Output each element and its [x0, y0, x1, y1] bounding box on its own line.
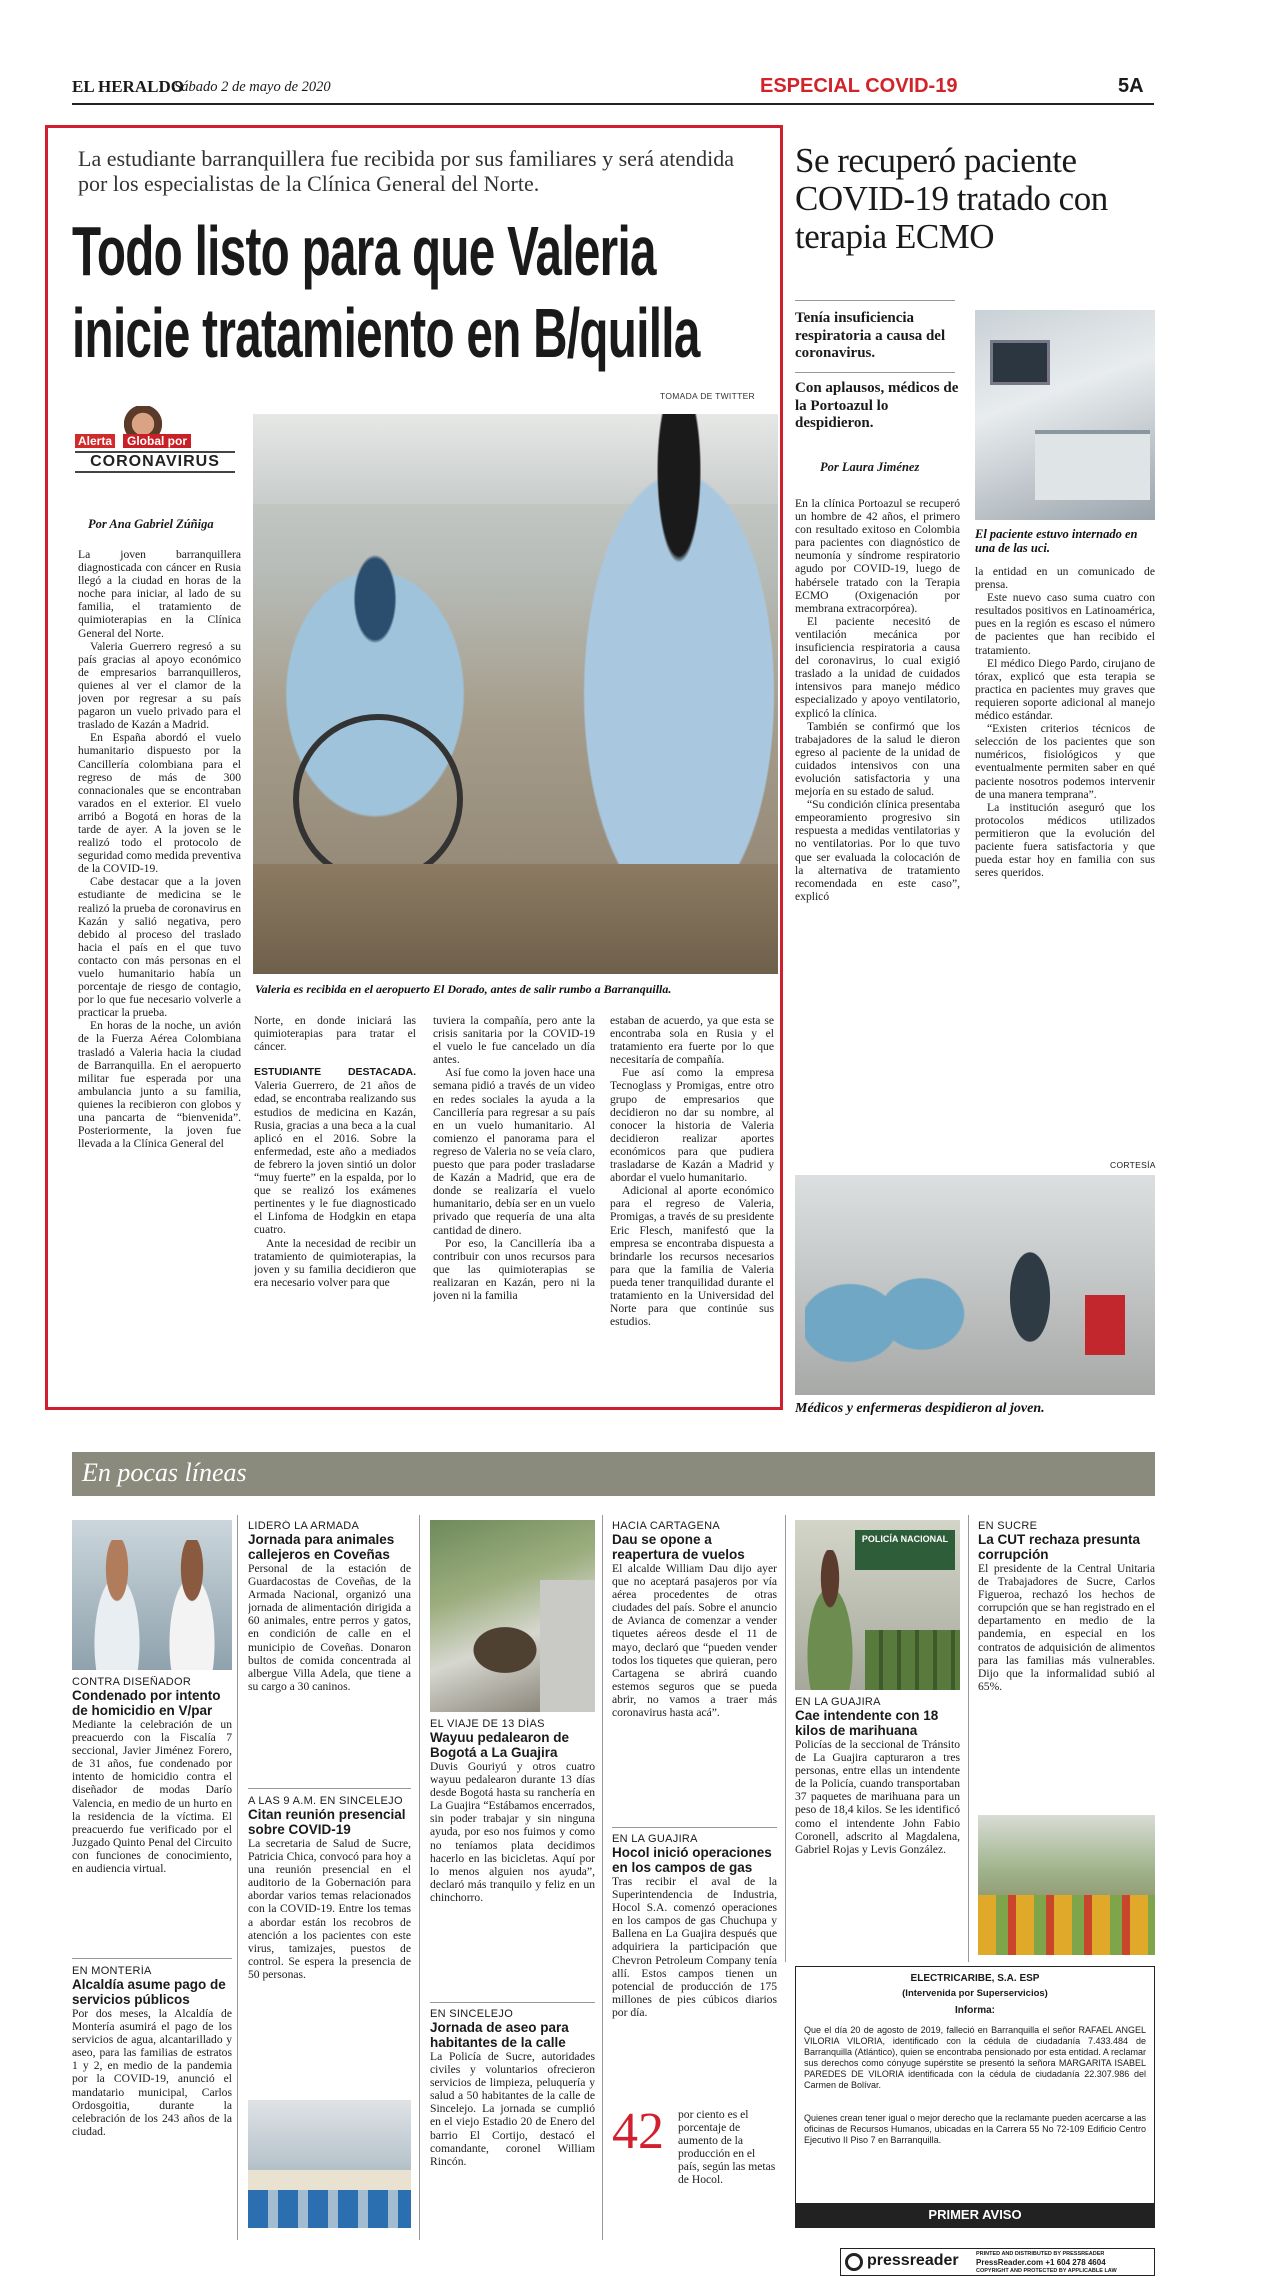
pressreader-footer: [840, 2248, 1155, 2276]
brief3-tag: LIDERÓ LA ARMADA: [248, 1520, 360, 1532]
brief6: [430, 2008, 595, 2168]
main-col-1: [78, 548, 241, 1403]
brief10-tag: EN SUCRE: [978, 1520, 1038, 1532]
brief3-title: Jornada para animales callejeros en Coveñas: [248, 1532, 395, 1562]
red-bin: [1085, 1295, 1125, 1355]
brief2: [72, 1965, 232, 2138]
brief5-text: Duvis Gouriyú y otros cuatro wayuu pedalearon durante 13 días desde Bogotá hasta su ranchería en La Guajira “Estábamos encerrados, sin poder trabajar y sin ninguna ayuda, por eso nos fuimos y como no teníamos plata decidimos hacerlo en las bicicletas. Aquí por lo menos alguien nos ayuda”, declaró más tranquilo y feliz en un chinchorro.: [430, 1760, 595, 1904]
brief-rule-1: [72, 1958, 232, 1959]
paragraph: Valeria Guerrero regresó a su país gracias al apoyo económico de empresarios barranquilleros, quienes al ver el clamor de la joven por regresar a su país pagaron un vuelo privado para el traslado de Kazán a Madrid.: [78, 639, 241, 732]
paragraph: En España abordó el vuelo humanitario dispuesto por la Cancillería colombiana para el regreso de más de 300 connacionales que se encontraban varados en el exterior. El vuelo arribó a Bogotá en horas de la tarde de ayer. A la joven se le realizó todo el protocolo de seguridad como medida preventiva de la COVID-19.: [78, 731, 241, 876]
paragraph: Fue así como la empresa Tecnoglass y Promigas, entre otro grupo de empresarios que decidieron no dar su nombre, al conocer la historia de Valeria decidieron realizar aportes económicos para que pudiera trasladarse de Kazán a Madrid y abordar el vuelo humanitario.: [610, 1066, 774, 1185]
ecmo-deck-rule: [795, 300, 955, 301]
ecmo-deck-rule-2: [795, 372, 955, 373]
pressreader-l2: PressReader.com +1 604 278 4604: [976, 2258, 1106, 2267]
wheel: [293, 714, 463, 884]
brief10: [978, 1520, 1155, 1693]
brief-rule-2: [248, 1788, 411, 1789]
paragraph: La joven barranquillera diagnosticada con cáncer en Rusia llegó a la ciudad en horas de la noche para iniciar, al lado de su familia, el tratamiento de quimioterapias en la Clínica General del Norte.: [78, 548, 241, 640]
paragraph: Este nuevo caso suma cuatro con resultados positivos en Latinoamérica, pues en la región es escaso el número de pacientes que han recibido el tratamiento.: [975, 591, 1155, 657]
main-byline: Por Ana Gabriel Zúñiga: [88, 517, 214, 531]
doctors-photo-caption: Médicos y enfermeras despidieron al joven.: [795, 1402, 1045, 1416]
brief7: [612, 1520, 777, 1719]
brief4-photo: [248, 2100, 411, 2228]
ecmo-deck-2: Con aplausos, médicos de la Portoazul lo despidieron.: [795, 380, 959, 431]
col-rule-5: [968, 1515, 969, 1962]
detainee: [795, 1550, 865, 1690]
brief8-title: Hocol inició operaciones en los campos de gas: [612, 1845, 772, 1875]
ecmo-byline: Por Laura Jiménez: [820, 460, 920, 474]
paragraph: Por eso, la Cancillería iba a contribuir con unos recursos para que las quimioterapias se realizaran en Kazán, pero ni la joven ni la familia: [433, 1236, 595, 1302]
brief5-photo: [430, 1520, 595, 1712]
briefs-banner: [72, 1452, 1155, 1496]
paragraph: estaban de acuerdo, ya que esta se encontraba sola en Rusia y el tratamiento era fuerte por lo que necesitaría de compañía.: [610, 1014, 774, 1067]
pressreader-l3: COPYRIGHT AND PROTECTED BY APPLICABLE LAW: [976, 2268, 1117, 2274]
col-rule-3: [602, 1515, 603, 2240]
paragraph: En horas de la noche, un avión de la Fuerza Aérea Colombiana trasladó a Valeria hacia la ciudad de Barranquilla. En el aeropuerto militar fue esperada por una ambulancia junto a su familia, quienes la recibieron con globos y una pancarta de “bienvenida”. Posteriormente, la joven fue llevada a la Clínica General del: [78, 1019, 241, 1151]
col-rule-4: [785, 1515, 786, 1962]
brief9-photo: [795, 1520, 960, 1690]
main-col-2: [254, 1014, 416, 1404]
stat-number: 42: [612, 2108, 664, 2160]
masthead: [72, 74, 1152, 102]
blue-chairs: [248, 2190, 411, 2228]
ecmo-deck-1: Tenía insuficiencia respiratoria a causa del coronavirus.: [795, 310, 946, 361]
alerta-global-badge: [75, 406, 235, 486]
paper-name: EL HERALDO: [72, 77, 184, 96]
paragraph: El médico Diego Pardo, cirujano de tórax, explicó que esta terapia se practica en pacientes muy graves que requieren soporte adicional al manejo médico estándar.: [975, 656, 1155, 723]
brief5-tag: EL VIAJE DE 13 DÍAS: [430, 1718, 545, 1730]
brief7-tag: HACIA CARTAGENA: [612, 1520, 721, 1532]
notice-p1: Que el día 20 de agosto de 2019, falleció en Barranquilla el señor RAFAEL ANGEL VILORIA VILORIA, identificado con la cédula de ciudadanía 7.433.484 de Barranquilla (Atlántico), quien se encontraba pensionado por esta entidad. A reclamar sus derechos como cónyuge supérstite se presentó la señora MARGARITA ISABEL PAREDES DE VILORIA identificada con la cédula de ciudadanía 22.307.986 del Carmen de Bolívar.: [804, 2025, 1146, 2090]
doctors-farewell-photo: [795, 1175, 1155, 1395]
main-col-4: [610, 1014, 774, 1404]
market-produce: [978, 1895, 1155, 1955]
paragraph: Ante la necesidad de recibir un tratamiento de quimioterapias, la joven y su familia decidieron que era necesario volver para que: [254, 1236, 416, 1289]
main-headline-line1: Todo listo para que Valeria: [72, 212, 656, 290]
icu-monitor: [990, 340, 1050, 385]
icu-photo-caption: El paciente estuvo internado en una de las uci.: [975, 527, 1138, 555]
pressreader-logo-icon: [845, 2253, 863, 2271]
paragraph: El paciente necesitó de ventilación mecánica por insuficiencia respiratoria a causa del coronavirus, lo cual exigió traslado a la unidad de cuidados intensivos para manejo médico especializado y apoyo ventilatorio, explicó la clínica.: [795, 614, 960, 720]
brief2-tag: EN MONTERÍA: [72, 1965, 152, 1977]
main-headline-line2: inicie tratamiento en B/quilla: [72, 294, 700, 372]
brief1-text: Mediante la celebración de un preacuerdo con la Fiscalía 7 seccional, Javier Jiménez Forero, de 31 años, fue condenado por intento de homicidio contra el diseñador de modas Darío Valencia, en medio de un hurto en la residencia de la víctima. El preacuerdo fue verificado por el Juzgado Quinto Penal del Circuito con funciones de conocimiento, en audiencia virtual.: [72, 1718, 232, 1876]
man-right: [157, 1540, 227, 1670]
notice-p2: Quienes crean tener igual o mejor derecho que la reclamante pueden acercarse a las oficinas de Recursos Humanos, ubicadas en la Carrera 55 No 72-109 Edificio Centro Ejecutivo II Piso 7 en Barranquilla.: [804, 2113, 1146, 2145]
paragraph: En la clínica Portoazul se recuperó un hombre de 42 años, el primero con resultado exitoso en Colombia para pacientes con diagnóstico de neumonía y síndrome respiratorio agudo por COVID-19, luego de habérsele tratado con la Terapia ECMO (Oxigenación por membrana extracorpórea).: [795, 497, 960, 615]
road: [540, 1580, 595, 1712]
brief4-tag: A LAS 9 A.M. EN SINCELEJO: [248, 1795, 403, 1807]
pressreader-l1: PRINTED AND DISTRIBUTED BY PRESSREADER: [976, 2251, 1105, 2257]
brief7-title: Dau se opone a reapertura de vuelos: [612, 1532, 745, 1562]
notice-footer: PRIMER AVISO: [796, 2203, 1154, 2227]
brief10-text: El presidente de la Central Unitaria de Trabajadores de Sucre, Carlos Figueroa, rechazó los hechos de corrupción que se han registrado en el departamento en medio de la pandemia, en especial en los contratos de adquisición de alimentos para las familias más vulnerables. Dijo que la informalidad subió al 65%.: [978, 1562, 1155, 1693]
floor: [253, 864, 778, 974]
icu-photo: [975, 310, 1155, 520]
paragraph: Así fue como la joven hace una semana pidió a través de un video en redes sociales la ayuda a la Cancillería para regresar a su país en un vuelo humanitario. Al comienzo el panorama para el regreso de Valeria no se veía claro, puesto que para poder trasladarse de Kazán a Madrid, que era de donde se realizaría el vuelo humanitario, debía ser en un vuelo privado que requería de una alta cantidad de dinero.: [433, 1066, 595, 1237]
valeria-airport-photo: [253, 414, 778, 974]
patient-wheelchair: [995, 1245, 1065, 1375]
evidence: [865, 1630, 960, 1690]
meeting-table: [248, 2170, 411, 2190]
brief-rule-3: [430, 2002, 595, 2003]
brief9: [795, 1696, 960, 1856]
main-col2-p1: Norte, en donde iniciará las quimioterapias para tratar el cáncer.: [254, 1014, 416, 1054]
badge-coronavirus: CORONAVIRUS: [75, 451, 235, 473]
paragraph: tuviera la compañía, pero ante la crisis sanitaria por la COVID-19 el vuelo le fue cancelado un día antes.: [433, 1014, 595, 1067]
brief6-text: La Policía de Sucre, autoridades civiles y voluntarios ofrecieron servicios de limpieza, peluquería y salud a 50 habitantes de la calle de Sincelejo. La jornada se cumplió en el viejo Estadio 20 de Enero del barrio El Cortijo, destacó el comandante, coronel William Rincón.: [430, 2050, 595, 2168]
briefs-banner-title: En pocas líneas: [82, 1458, 247, 1487]
brief4-text: La secretaria de Salud de Sucre, Patricia Chica, convocó para hoy a una reunión presencial en el auditorio de la Gobernación para abordar varios temas relacionados con la COVID-19. Entre los temas a abordar están los recobros de atención a los pacientes con este virus, tamizajes, puestos de control. Se espera la presencia de 50 personas.: [248, 1837, 411, 1981]
paragraph: También se confirmó que los trabajadores de la salud le dieron egreso al paciente de la unidad de cuidados intensivos con una evolución satisfactoria y una mejoría en su estado de salud.: [795, 719, 960, 799]
brief8-tag: EN LA GUAJIRA: [612, 1833, 698, 1845]
main-headline: [72, 212, 780, 387]
paragraph: La institución aseguró que los protocolos médicos utilizados permitieron que la evolución del paciente fuera satisfactoria y que pueda estar hoy en familia con sus seres queridos.: [975, 800, 1155, 880]
page-number: 5A: [1118, 75, 1144, 97]
brief3: [248, 1520, 411, 1693]
notice-heading: Informa:: [955, 2005, 995, 2016]
brief9-tag: EN LA GUAJIRA: [795, 1696, 881, 1708]
issue-date: Sábado 2 de mayo de 2020: [174, 79, 331, 95]
brief10-title: La CUT rechaza presunta corrupción: [978, 1532, 1141, 1562]
main-photo-caption: Valeria es recibida en el aeropuerto El Dorado, antes de salir rumbo a Barranquilla.: [255, 982, 672, 996]
brief10-photo: [978, 1815, 1155, 1955]
brief-rule-4: [612, 1827, 777, 1828]
brief1-title: Condenado por intento de homicidio en V/par: [72, 1688, 221, 1718]
brief5-title: Wayuu pedalearon de Bogotá a La Guajira: [430, 1730, 570, 1760]
ecmo-headline: Se recuperó paciente COVID-19 tratado con terapia ECMO: [795, 142, 1108, 256]
icu-bed: [1035, 430, 1150, 500]
main-col-3: [433, 1014, 595, 1404]
col-rule-1: [237, 1515, 238, 2240]
paragraph: Cabe destacar que a la joven estudiante de medicina se le realizó la prueba de coronavirus en Kazán y salió negativa, pero debido al proceso del traslado hacia el país en el que tuvo contacto con más personas en el vuelo humanitario había un porcentaje de riesgo de contagio, por lo que fue necesario volverle a practicar la prueba.: [78, 875, 241, 1020]
police-banner-text: POLICÍA NACIONAL: [861, 1534, 949, 1544]
col-rule-2: [419, 1515, 420, 2240]
brief9-text: Policías de la seccional de Tránsito de La Guajira capturaron a tres personas, entre ellas un intendente de la Policía, cuando transportaban 37 paquetes de marihuana para un peso de 18,4 kilos. Se les identificó como el intendente John Fabio Coronell, adscrito al Magdalena, Gabriel Rojas y Levis González.: [795, 1738, 960, 1856]
man-left: [82, 1540, 152, 1670]
pressreader-logo: pressreader: [867, 2252, 959, 2269]
subhead-destacada: ESTUDIANTE DESTACADA.: [254, 1066, 416, 1079]
badge-portrait: [117, 406, 169, 436]
brief6-title: Jornada de aseo para habitantes de la calle: [430, 2020, 569, 2050]
badge-alerta: Alerta: [75, 434, 115, 448]
main-col2-p2: ESTUDIANTE DESTACADA. Valeria Guerrero, de 21 años de edad, se encontraba realizando sus estudios de medicina en Kazán, Rusia, gracias a una beca a la cual aplicó en el 2016. Sobre la enfermedad, este año a mediados de febrero la joven sintió un dolor “muy fuerte” en la espalda, por lo que se realizó los exámenes pertinentes y le fue diagnosticado el Linfoma de Hodgkin en etapa cuatro.: [254, 1066, 416, 1237]
brief7-text: El alcalde William Dau dijo ayer que no aceptará pasajeros por vía aérea procedentes de otras ciudades del país. Sobre el anuncio de Avianca de comenzar a vender tiquetes aéreos desde el 11 de mayo, declaró que “pueden vender todos los tiquetes que quieran, pero Cartagena se abrirá cuando estemos seguros que se pueda abrir, no vamos a traer más coronavirus hasta acá”.: [612, 1562, 777, 1720]
brief2-text: Por dos meses, la Alcaldía de Montería asumirá el pago de los servicios de agua, alcantarillado y aseo, para las familias de estratos 1 y 2, en medio de la pandemia por la COVID-19, anunció el mandatario municipal, Carlos Ordosgoitia, durante la celebración de los 243 años de la ciudad.: [72, 2007, 232, 2138]
stat-text: por ciento es el porcentaje de aumento de la producción en el país, según las metas de Hocol.: [678, 2108, 776, 2187]
brief4: [248, 1795, 411, 1981]
brief8-text: Tras recibir el aval de la Superintendencia de Industria, Hocol S.A. comenzó operaciones en los campos de gas Chuchupa y Ballena en La Guajira después que adquiriera la participación que Chevron Petroleum Company tenía allí. Estos campos tienen un potencial de producción de 175 millones de pies cúbicos diarios por día.: [612, 1875, 777, 2019]
brief9-title: Cae intendente con 18 kilos de marihuana: [795, 1708, 939, 1738]
notice-company: ELECTRICARIBE, S.A. ESP: [910, 1973, 1040, 1984]
brief3-text: Personal de la estación de Guardacostas de Coveñas, de la Armada Nacional, organizó una jornada de alimentación dirigida a 60 animales, entre perros y gatos, en condición de calle en el municipio de Coveñas. Donaron bultos de comida concentrada al albergue Villa Adela, que tiene a su cargo a 30 caninos.: [248, 1562, 411, 1693]
brief4-title: Citan reunión presencial sobre COVID-19: [248, 1807, 406, 1837]
main-photo-credit: TOMADA DE TWITTER: [660, 391, 755, 401]
notice-sub: (Intervenida por Superservicios): [902, 1988, 1048, 1999]
paragraph: “Existen criterios técnicos de selección de los pacientes que son numéricos, fisiológicos y que eventualmente permiten saber en qué paciente nosotros podemos intervenir de una manera temprana”.: [975, 722, 1155, 801]
brief6-tag: EN SINCELEJO: [430, 2008, 514, 2020]
paragraph: “Su condición clínica presentaba empeoramiento progresivo sin respuesta a medidas ventilatorias y no ventilatorias. Por lo que tuvo que ser evaluada la colocación de la alternativa de tratamiento recomendada en este caso”, explicó: [795, 798, 960, 903]
brief1-photo: [72, 1520, 232, 1670]
brief1: [72, 1676, 232, 1875]
ecmo-col-b: [975, 565, 1155, 1150]
brief8: [612, 1833, 777, 2019]
section-name: ESPECIAL COVID-19: [760, 75, 958, 97]
paragraph: Adicional al aporte económico para el regreso de Valeria, Promigas, a través de su presidente Eric Flesch, manifestó que la empresa se encontraba dispuesta a brindarle los recursos necesarios para que la familia de Valeria pueda tener tranquilidad durante el tratamiento en la Universidad del Norte para que continúe sus estudios.: [610, 1184, 774, 1329]
main-kicker: La estudiante barranquillera fue recibida por sus familiares y será atendida por los especialistas de la Clínica General del Norte.: [78, 146, 735, 196]
brief8-stat: [612, 2108, 777, 2218]
police-banner: [855, 1530, 955, 1570]
badge-global: Global por: [123, 434, 191, 448]
paragraph: la entidad en un comunicado de prensa.: [975, 565, 1155, 592]
brief5: [430, 1718, 595, 1904]
ecmo-col-a: [795, 497, 960, 1152]
brief2-title: Alcaldía asume pago de servicios públicos: [72, 1977, 226, 2007]
header-rule: [72, 103, 1154, 105]
ecmo-photo-credit: CORTESÍA: [1110, 1160, 1156, 1170]
electricaribe-notice: [795, 1966, 1155, 2228]
brief1-tag: CONTRA DISEÑADOR: [72, 1676, 192, 1688]
staff-group: [805, 1215, 985, 1395]
